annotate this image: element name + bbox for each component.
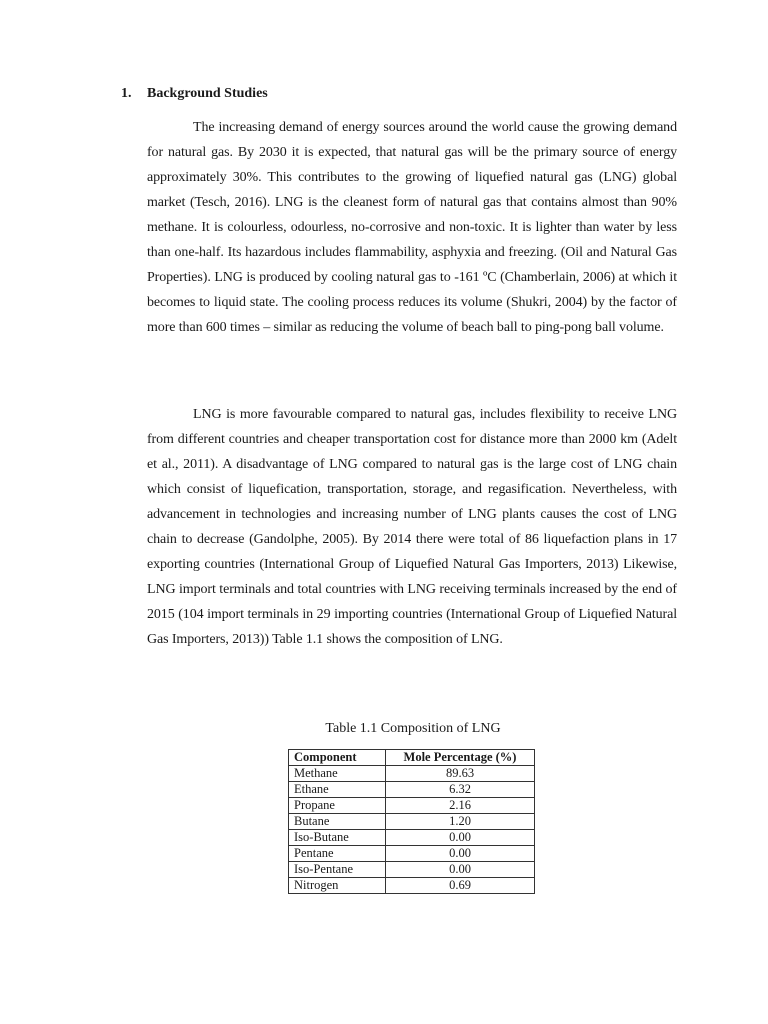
cell-component: Nitrogen [289,878,386,894]
cell-component: Iso-Pentane [289,862,386,878]
cell-component: Ethane [289,782,386,798]
section-number: 1. [121,86,132,101]
paragraph-2: LNG is more favourable compared to natural gas, includes flexibility to receive LNG from different countries and cheaper transportation cost for distance more than 2000 km (Adelt et al., 2011). A disadvantage of LNG compared to natural gas is the large cost of LNG chain which consist of liquefication, transportation, storage, and regasification. Nevertheless, with advancement in technologies and increasing number of LNG plants causes the cost of LNG chain to decrease (Gandolphe, 2005). By 2014 there were total of 86 liquefaction plans in 17 exporting countries (International Group of Liquefied Natural Gas Importers, 2013) Likewise, LNG import terminals and total countries with LNG receiving terminals increased by the end of 2015 (104 import terminals in 29 importing countries (International Group of Liquefied Natural Gas Importers, 2013)) Table 1.1 shows the composition of LNG. [147,407,677,647]
table-row [289,814,535,830]
cell-component: Methane [289,766,386,782]
table-row [289,830,535,846]
table-header-row [289,750,535,766]
header-mole-percentage: Mole Percentage (%) [386,750,535,766]
table-row [289,782,535,798]
cell-mole-percentage: 0.00 [386,862,535,878]
composition-table [288,749,535,894]
cell-component: Propane [289,798,386,814]
table-row [289,846,535,862]
cell-mole-percentage: 0.69 [386,878,535,894]
cell-component: Iso-Butane [289,830,386,846]
table-row [289,862,535,878]
cell-mole-percentage: 2.16 [386,798,535,814]
cell-component: Pentane [289,846,386,862]
cell-mole-percentage: 6.32 [386,782,535,798]
cell-mole-percentage: 89.63 [386,766,535,782]
cell-mole-percentage: 0.00 [386,830,535,846]
section-heading [121,84,268,104]
section-title: Background Studies [147,86,268,101]
cell-component: Butane [289,814,386,830]
header-component: Component [289,750,386,766]
table-caption: Table 1.1 Composition of LNG [325,721,501,736]
cell-mole-percentage: 1.20 [386,814,535,830]
table-row [289,878,535,894]
table-row [289,766,535,782]
paragraph-1: The increasing demand of energy sources around the world cause the growing demand for natural gas. By 2030 it is expected, that natural gas will be the primary source of energy approximately 30%. This contributes to the growing of liquefied natural gas (LNG) global market (Tesch, 2016). LNG is the cleanest form of natural gas that contains almost than 90% methane. It is colourless, odourless, no-corrosive and non-toxic. It is lighter than water by less than one-half. Its hazardous includes flammability, asphyxia and freezing. (Oil and Natural Gas Properties). LNG is produced by cooling natural gas to -161 ºC (Chamberlain, 2006) at which it becomes to liquid state. The cooling process reduces its volume (Shukri, 2004) by the factor of more than 600 times – similar as reducing the volume of beach ball to ping-pong ball volume. [147,120,677,335]
cell-mole-percentage: 0.00 [386,846,535,862]
table-row [289,798,535,814]
